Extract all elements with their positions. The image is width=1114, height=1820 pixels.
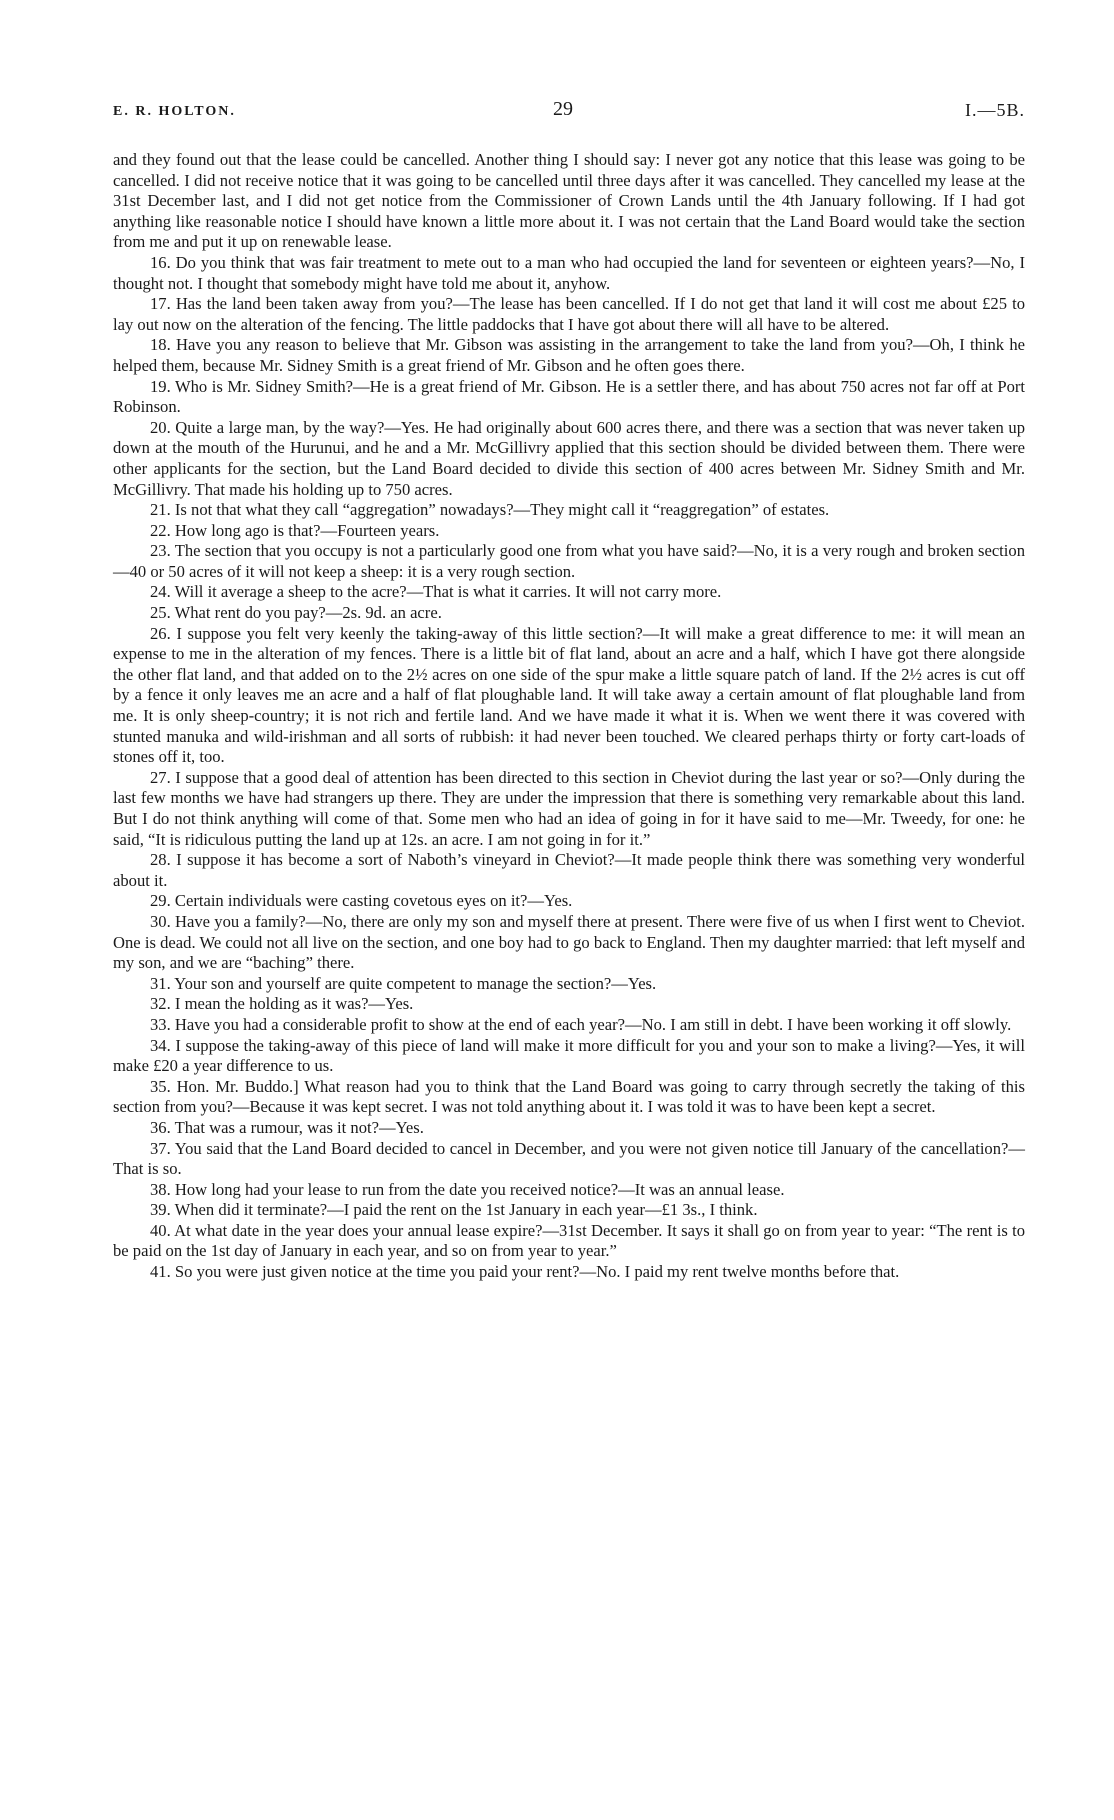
- paragraph-continued: and they found out that the lease could be cancelled. Another thing I should say: I never got any notice that this lease was going to be cancelled. I did not receive notice that it was going to be cancelled until three days after it was cancelled. They cancelled my lease at the 31st December last, and I did not get notice from the Commissioner of Crown Lands until the 4th January following. If I had got anything like reasonable notice I should have known a little more about it. I was not certain that the Land Board would take the section from me and put it up on renewable lease.: [113, 150, 1025, 252]
- question-26: 26. I suppose you felt very keenly the taking-away of this little section?—It will make a great difference to me: it will mean an expense to me in the alteration of my fences. There is a little bit of flat land, about an acre and a half, which I have got there alongside the other flat land, and that added on to the 2½ acres on one side of the spur make a little square patch of land. If the 2½ acres is cut off by a fence it only leaves me an acre and a half of flat ploughable land. It will take away a certain amount of flat ploughable land from me. It is only sheep-country; it is not rich and fertile land. And we have made it what it is. When we went there it was covered with stunted manuka and wild-irishman and all sorts of rubbish: it had never been touched. We cleared perhaps thirty or forty cart-loads of stones off it, too.: [113, 623, 1025, 767]
- question-30: 30. Have you a family?—No, there are only my son and myself there at present. There were five of us when I first went to Cheviot. One is dead. We could not all live on the section, and one boy had to go back to England. Then my daughter married: that left myself and my son, and we are “baching” there.: [113, 911, 1025, 973]
- question-19: 19. Who is Mr. Sidney Smith?—He is a great friend of Mr. Gibson. He is a settler there, and has about 750 acres not far off at Port Robinson.: [113, 376, 1025, 417]
- question-38: 38. How long had your lease to run from the date you received notice?—It was an annual lease.: [150, 1179, 785, 1199]
- question-18: 18. Have you any reason to believe that Mr. Gibson was assisting in the arrangement to take the land from you?—Oh, I think he helped them, because Mr. Sidney Smith is a great friend of Mr. Gibson and he often goes there.: [113, 335, 1025, 375]
- question-34: 34. I suppose the taking-away of this piece of land will make it more difficult for you and your son to make a living?—Yes, it will make £20 a year difference to us.: [113, 1035, 1025, 1076]
- page-header: [113, 98, 1025, 128]
- running-head-witness: E. R. HOLTON.: [113, 104, 236, 119]
- question-16: 16. Do you think that was fair treatment to mete out to a man who had occupied the land for seventeen or eighteen years?—No, I thought not. I thought that somebody might have told me about it, anyhow.: [113, 252, 1025, 293]
- question-25: 25. What rent do you pay?—2s. 9d. an acre.: [150, 603, 442, 623]
- question-35: 35. Hon. Mr. Buddo.] What reason had you to think that the Land Board was going to carry through secretly the taking of this section from you?—Because it was kept secret. I was not told anything about it. I was told it was to have been kept a secret.: [113, 1076, 1025, 1117]
- question-20: 20. Quite a large man, by the way?—Yes. He had originally about 600 acres there, and there was a section that was never taken up down at the mouth of the Hurunui, and he and a Mr. McGillivry applied that this section should be divided between them. There were other applicants for the section, but the Land Board decided to divide this section of 400 acres between Mr. Sidney Smith and Mr. McGillivry. That made his holding up to 750 acres.: [113, 417, 1025, 499]
- paper-reference: I.—5B.: [965, 100, 1025, 120]
- question-40: 40. At what date in the year does your annual lease expire?—31st December. It says it shall go on from year to year: “The rent is to be paid on the 1st day of January in each year, and so on from year to year.”: [113, 1220, 1025, 1261]
- question-24: 24. Will it average a sheep to the acre?—That is what it carries. It will not carry more.: [150, 582, 722, 602]
- document-page: [113, 98, 1025, 1283]
- question-29: 29. Certain individuals were casting covetous eyes on it?—Yes.: [150, 891, 573, 911]
- question-22: 22. How long ago is that?—Fourteen years.: [150, 520, 440, 540]
- question-23: 23. The section that you occupy is not a particularly good one from what you have said?—No, it is a very rough and broken section—40 or 50 acres of it will not keep a sheep: it is a very rough section.: [113, 541, 1025, 581]
- question-33: 33. Have you had a considerable profit to show at the end of each year?—No. I am still in debt. I have been working it off slowly.: [150, 1014, 1012, 1034]
- question-32: 32. I mean the holding as it was?—Yes.: [150, 994, 414, 1014]
- document-body: [113, 150, 1025, 1283]
- question-31: 31. Your son and yourself are quite competent to manage the section?—Yes.: [150, 973, 657, 993]
- page-number: 29: [553, 98, 573, 120]
- question-41: 41. So you were just given notice at the time you paid your rent?—No. I paid my rent twelve months before that.: [150, 1262, 900, 1282]
- question-28: 28. I suppose it has become a sort of Naboth’s vineyard in Cheviot?—It made people think there was something very wonderful about it.: [113, 850, 1025, 890]
- question-37: 37. You said that the Land Board decided to cancel in December, and you were not given notice till January of the cancellation?—That is so.: [113, 1138, 1025, 1179]
- question-36: 36. That was a rumour, was it not?—Yes.: [150, 1117, 424, 1137]
- question-39: 39. When did it terminate?—I paid the rent on the 1st January in each year—£1 3s., I think.: [150, 1200, 758, 1220]
- question-27: 27. I suppose that a good deal of attention has been directed to this section in Cheviot during the last year or so?—Only during the last few months we have had strangers up there. They are under the impression that there is something very remarkable about this land. But I do not think anything will come of that. Some men who had an idea of going in for it have said to me—Mr. Tweedy, for one: he said, “It is ridiculous putting the land up at 12s. an acre. I am not going in for it.”: [113, 767, 1025, 849]
- question-21: 21. Is not that what they call “aggregation” nowadays?—They might call it “reaggregation” of estates.: [150, 500, 830, 520]
- question-17: 17. Has the land been taken away from you?—The lease has been cancelled. If I do not get that land it will cost me about £25 to lay out now on the alteration of the fencing. The little paddocks that I have got about there will all have to be altered.: [113, 294, 1025, 334]
